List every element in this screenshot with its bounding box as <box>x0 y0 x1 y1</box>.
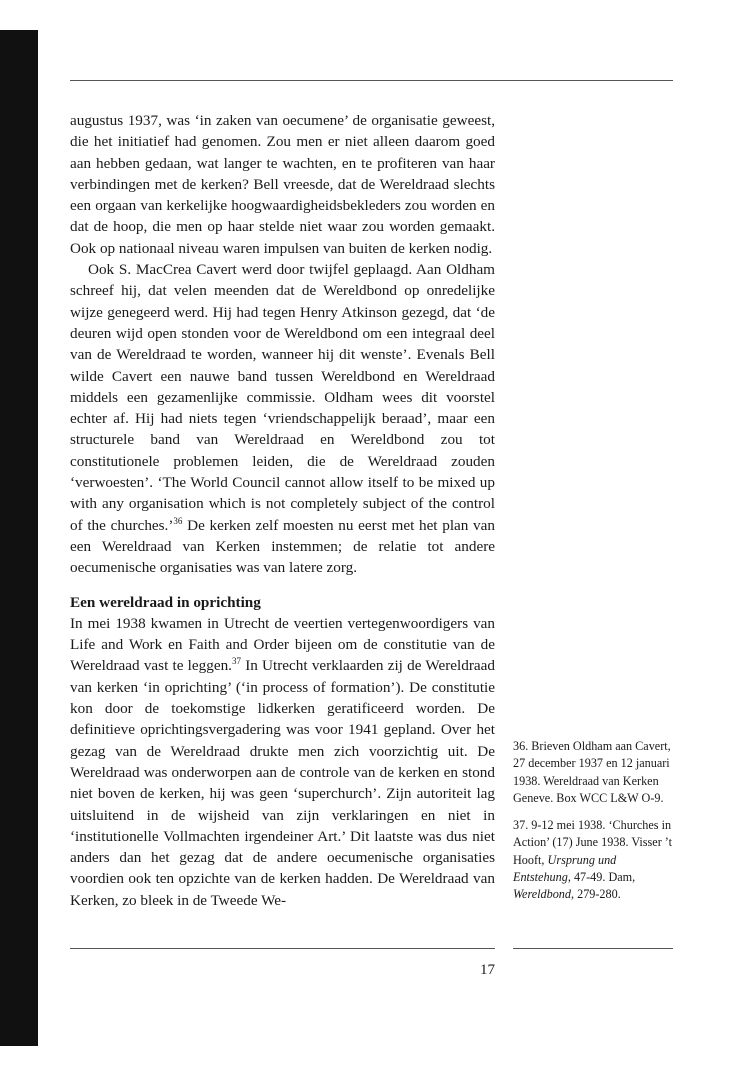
footnote-36: 36. Brieven Oldham aan Cavert, 27 december 1937 en 12 januari 1938. Wereldraad van Kerken Geneve. Box WCC L&W O-9. <box>513 739 671 805</box>
book-title: Ursprung und Entstehung <box>513 852 617 885</box>
paragraph-text: In mei 1938 kwamen in Utrecht de veertien vertegenwoordigers van Life and Work en Faith and Order bijeen om de constitutie van de Wereldraad vast te leggen. <box>70 614 495 675</box>
paragraph-text: In Utrecht verklaarden zij de Wereldraad van kerken ‘in oprichting’ (‘in process of formation’). De constitutie kon door de toekomstige lidkerken geratificeerd worden. De definitieve oprichtingsvergadering was voor 1941 gepland. Over het gezag van de Wereldraad drukte men zich voorzichtig uit. De Wereldraad was onderworpen aan de controle van de kerken en stond niet boven de kerken, hij was geen ‘superchurch’. Zijn autoriteit lag uitsluitend in de wijsheid van zijn verklaringen en niet in ‘institutionelle Vollmachten irgendeiner Art.’ Dit laatste was dus niet anders dan het gezag dat de andere oecumenische organisaties voordien ook ten opzichte van de kerken hadden. De Wereldraad van Kerken, zo bleek in de Tweede We- <box>70 657 495 909</box>
footnote-ref: 36 <box>173 515 183 526</box>
paragraph <box>70 259 495 578</box>
top-rule <box>70 80 673 81</box>
scan-edge-bar <box>0 30 38 1046</box>
footnote-text: 37. 9-12 mei 1938. ‘Churches in Action’ (17) June 1938. Visser ’t Hooft, <box>513 818 673 867</box>
book-title: Wereldbond <box>513 887 571 902</box>
paragraph: augustus 1937, was ‘in zaken van oecumene’ de organisatie geweest, die het initiatief had genomen. Zou men er niet alleen daarom goed aan hebben gedaan, wat langer te wachten, en te profiteren van haar verbindingen met de kerken? Bell vreesde, dat de Wereldraad slechts een orgaan van kerkelijke hoogwaardigheidsbekleders zou worden en dat de hoop, die men op haar stelde niet waar zou worden gemaakt. Ook op nationaal niveau waren impulsen van buiten de kerken nodig. <box>70 112 495 257</box>
bottom-rule-notes <box>513 948 673 949</box>
paragraph-text: Ook S. MacCrea Cavert werd door twijfel geplaagd. Aan Oldham schreef hij, dat velen meenden dat de Wereldbond op onredelijke wijze genegeerd werd. Hij had tegen Henry Atkinson gezegd, dat ‘de deuren wijd open stonden voor de Wereldbond om een integraal deel van de Wereldraad te worden, wanneer hij dit wenste’. Evenals Bell wilde Cavert een nauwe band tussen Wereldbond en Wereldraad middels een gezamenlijke commissie. Oldham wees dit voorstel echter af. Hij had niets tegen ‘vriendschappelijk beraad’, maar een structurele band van Wereldraad en Wereldbond zou tot constitutionele problemen leiden, die de Wereldraad zouden ‘verwoesten’. ‘The World Council cannot allow itself to be mixed up with any organisation which is not completely subject of the control of the churches.’ <box>70 261 495 534</box>
paragraph <box>70 613 495 911</box>
margin-notes <box>513 738 677 914</box>
footnote-37 <box>513 817 677 903</box>
paragraph-text: De kerken zelf moesten nu eerst met het plan van een Wereldraad van Kerken instemmen; de relatie tot andere oecumenische organisaties was van latere zorg. <box>70 516 495 577</box>
footnote-ref: 37 <box>231 656 241 667</box>
main-text-column <box>70 110 495 911</box>
bottom-rule-main <box>70 948 495 949</box>
footnote-text: , 47-49. Dam, <box>567 870 636 885</box>
footnote-text: , 279-280. <box>571 887 621 902</box>
section-heading: Een wereldraad in oprichting <box>70 593 261 611</box>
page-number: 17 <box>480 962 495 978</box>
